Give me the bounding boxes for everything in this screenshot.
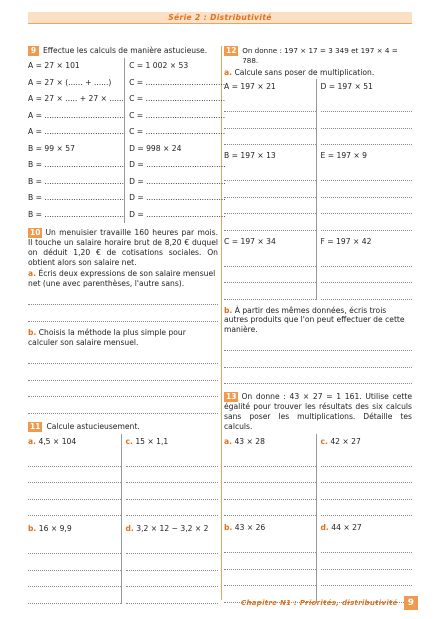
calc-expression: 42 × 27 — [330, 436, 361, 446]
calc-expression: 44 × 27 — [331, 523, 362, 533]
answer-line[interactable] — [321, 214, 413, 231]
calc-line[interactable]: A = 27 × 101 — [28, 61, 80, 70]
calc-line[interactable]: D = ................................. — [129, 193, 226, 202]
answer-line[interactable] — [126, 467, 219, 484]
answer-line[interactable] — [224, 112, 316, 129]
answer-line[interactable] — [321, 96, 413, 113]
page-footer — [241, 596, 418, 610]
answer-line[interactable] — [321, 570, 413, 587]
answer-line[interactable] — [321, 450, 413, 467]
answer-line[interactable] — [224, 537, 316, 554]
calc-expression: A = 197 × 21 — [224, 82, 276, 91]
answer-line[interactable] — [321, 483, 413, 500]
answer-line[interactable] — [28, 483, 121, 500]
answer-line[interactable] — [224, 250, 316, 267]
calc-line[interactable]: A = ................................. — [28, 127, 125, 136]
answer-line[interactable] — [126, 538, 219, 555]
answer-line[interactable] — [321, 250, 413, 267]
answer-line[interactable] — [321, 283, 413, 300]
answer-line[interactable] — [224, 165, 316, 182]
exercise-number: 10 — [30, 228, 41, 237]
answer-line[interactable] — [126, 554, 219, 571]
calc-line[interactable]: C = 1 002 × 53 — [129, 61, 189, 70]
calc-line[interactable]: A = ................................. — [28, 110, 125, 120]
calc-expression: 43 × 28 — [234, 436, 265, 446]
calc-grid — [224, 79, 412, 300]
answer-line[interactable] — [224, 283, 316, 300]
calc-expression: 15 × 1,1 — [135, 436, 169, 446]
answer-line[interactable] — [224, 483, 316, 500]
answer-line[interactable] — [28, 381, 218, 398]
calc-expression: C = 197 × 34 — [224, 236, 276, 246]
calc-grid — [28, 58, 226, 223]
calc-line[interactable]: A = 27 × ..... + 27 × ...... — [28, 94, 124, 103]
calc-line[interactable]: C = ................................. — [129, 94, 226, 103]
answer-line[interactable] — [224, 467, 316, 484]
answer-line[interactable] — [224, 214, 316, 231]
answer-line[interactable] — [321, 198, 413, 215]
exercise-instruction: Effectue les calculs de manière astucieuse. — [43, 46, 208, 55]
calc-grid: a. 43 × 28 b. 43 × 26 c. 42 × 27 d. 44 × 27 — [224, 434, 412, 603]
answer-line[interactable] — [224, 335, 412, 352]
exercise-10 — [28, 228, 218, 414]
answer-line[interactable] — [224, 570, 316, 587]
answer-line[interactable] — [28, 348, 218, 365]
exercise-number: 9 — [28, 46, 39, 56]
calc-line[interactable]: B = 99 × 57 — [28, 143, 75, 153]
exercise-9 — [28, 46, 226, 223]
exercise-12 — [224, 46, 412, 384]
question-text: Choisis la méthode la plus simple pour calculer son salaire mensuel. — [28, 327, 186, 347]
series-banner: Série 2 : Distributivité — [28, 12, 412, 24]
answer-line[interactable] — [321, 467, 413, 484]
answer-line[interactable] — [224, 129, 316, 146]
answer-line[interactable] — [28, 587, 121, 604]
answer-line[interactable] — [321, 129, 413, 146]
calc-expression: D = 197 × 51 — [320, 82, 373, 91]
calc-expression: 4,5 × 104 — [38, 436, 77, 446]
answer-line[interactable] — [126, 587, 219, 604]
answer-line[interactable] — [28, 397, 218, 414]
calc-line[interactable]: B = ................................. — [28, 176, 125, 186]
exercise-statement: Un menuisier travaille 160 heures par mois. Il touche un salaire horaire brut de 8,20 € duquel on déduit 1,20 € de cotisations sociales. On obtient alors son salaire net. — [28, 228, 218, 267]
exercise-statement: On donne : 43 × 27 = 1 161. Utilise cette égalité pour trouver les résultats des six calculs sans poser les multiplications. Détaille tes calculs. — [224, 392, 412, 431]
answer-line[interactable] — [126, 483, 219, 500]
answer-lines — [28, 289, 218, 322]
answer-line[interactable] — [224, 351, 412, 368]
answer-line[interactable] — [224, 450, 316, 467]
calc-line[interactable]: D = ................................. — [129, 176, 226, 186]
calc-line[interactable]: C = ................................. — [129, 77, 226, 87]
answer-line[interactable] — [321, 112, 413, 129]
exercise-13 — [224, 392, 412, 602]
answer-lines — [224, 335, 412, 385]
answer-line[interactable] — [126, 500, 219, 517]
exercise-number: 13 — [226, 392, 237, 402]
answer-line[interactable] — [28, 500, 121, 517]
question-label: b. — [28, 327, 37, 337]
exercise-instruction: Calcule astucieusement. — [46, 421, 140, 431]
exercise-statement: On donne : 197 × 17 = 3 349 et 197 × 4 = 788. — [242, 46, 398, 65]
answer-line[interactable] — [224, 181, 316, 198]
calc-line[interactable]: D = ................................. — [129, 160, 226, 169]
answer-line[interactable] — [321, 267, 413, 284]
chapter-title: Chapitre N1 : Priorités, distributivité — [241, 599, 398, 607]
answer-line[interactable] — [224, 267, 316, 284]
exercise-number: 12 — [226, 46, 237, 55]
answer-line[interactable] — [28, 538, 121, 555]
exercise-11 — [28, 422, 218, 604]
calc-line[interactable]: B = ................................. — [28, 193, 125, 202]
answer-line[interactable] — [224, 96, 316, 113]
answer-line[interactable] — [321, 500, 413, 517]
answer-line[interactable] — [321, 181, 413, 198]
calc-expression: 43 × 26 — [234, 523, 266, 533]
right-column — [224, 46, 412, 603]
answer-line[interactable] — [28, 305, 218, 322]
answer-line[interactable] — [126, 450, 219, 467]
calc-line[interactable]: B = ................................. — [28, 209, 125, 219]
calc-line[interactable]: C = ................................. — [129, 127, 226, 136]
answer-line[interactable] — [28, 450, 121, 467]
calc-line[interactable]: D = 998 × 24 — [129, 143, 182, 153]
question-label: a. — [28, 269, 37, 279]
answer-line[interactable] — [28, 364, 218, 381]
answer-line[interactable] — [321, 553, 413, 570]
answer-line[interactable] — [224, 198, 316, 215]
calc-expression: B = 197 × 13 — [224, 151, 276, 160]
answer-lines — [28, 348, 218, 414]
calc-line[interactable]: B = ................................. — [28, 160, 125, 169]
question-text: À partir des mêmes données, écris trois autres produits que l'on peut effectuer de cette manière. — [224, 305, 405, 335]
question-label: a. — [224, 68, 233, 77]
answer-line[interactable] — [224, 553, 316, 570]
calc-line[interactable]: D = ................................. — [129, 209, 226, 219]
answer-line[interactable] — [321, 537, 413, 554]
calc-expression: 3,2 × 12 − 3,2 × 2 — [136, 524, 209, 534]
exercise-number: 11 — [30, 421, 41, 431]
answer-line[interactable] — [28, 289, 218, 306]
question-text: Calcule sans poser de multiplication. — [234, 68, 375, 77]
workbook-page — [18, 10, 418, 610]
answer-line[interactable] — [28, 467, 121, 484]
calc-expression: 16 × 9,9 — [38, 524, 72, 534]
question-label: b. — [224, 305, 233, 315]
answer-line[interactable] — [28, 554, 121, 571]
answer-line[interactable] — [224, 500, 316, 517]
question-text: Écris deux expressions de son salaire mensuel net (une avec parenthèses, l'autre sans). — [28, 269, 216, 289]
answer-line[interactable] — [321, 165, 413, 182]
calc-line[interactable]: C = ................................. — [129, 110, 226, 120]
calc-grid: a. 4,5 × 104 b. 16 × 9,9 c. 15 × 1,1 d. 3,2 × 12 − 3,2 × 2 — [28, 434, 218, 604]
answer-line[interactable] — [28, 571, 121, 588]
page-number: 9 — [404, 596, 418, 610]
answer-line[interactable] — [126, 571, 219, 588]
calc-expression: E = 197 × 9 — [320, 151, 368, 160]
answer-line[interactable] — [224, 368, 412, 385]
calc-line[interactable]: A = 27 × (...... + ......) — [28, 77, 112, 87]
left-column — [28, 46, 226, 604]
calc-expression: F = 197 × 42 — [320, 236, 372, 246]
